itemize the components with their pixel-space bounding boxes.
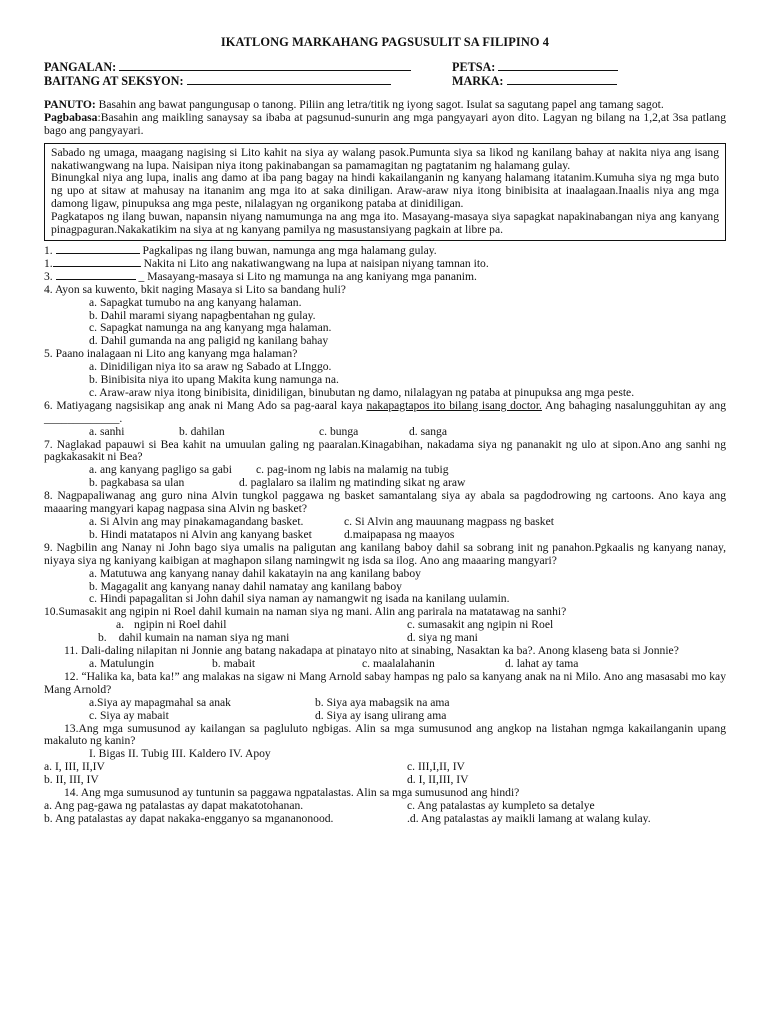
question-stem: 11. Dali-daling nilapitan ni Jonnie ang batang nakadapa at pinatayo nito at sinabing, Nasaktan ka ba?. Anong klaseng bata si Jonnie? [64,644,679,658]
score-label: MARKA: [452,73,504,88]
choice-row [44,813,726,826]
choice: a. Dinidiligan niya ito sa araw ng Sabado at LInggo. [89,360,332,374]
seq-tail: _ [138,269,145,283]
choice: b. Hindi matatapos ni Alvin ang kanyang basket [89,527,312,541]
choice: d. Dahil gumanda na ang paligid ng kanilang bahay [89,334,329,348]
page-title: IKATLONG MARKAHANG PAGSUSULIT SA FILIPINO 4 [220,35,550,49]
choice: a. Ang pag-gawa ng patalastas ay dapat makatotohanan. [44,798,304,812]
choice: b. Siya aya mabagsik na ama [315,695,450,709]
choice-row [44,697,726,710]
choice: a.Siya ay mapagmahal sa anak [89,695,231,709]
answer-blank [56,253,140,254]
panuto-label: PANUTO: [44,97,96,111]
choice: a. Matulungin [89,656,155,670]
choice: b. pagkabasa sa ulan [89,476,185,490]
grade-blank [187,74,391,85]
answer-blank [56,279,136,280]
choice: a. Matutuwa ang kanyang nanay dahil kakatayin na ang kanilang baboy [89,566,421,580]
name-label: PANGALAN: [44,59,117,74]
choice: a. ang kanyang pagligo sa gabi [89,463,232,477]
story-paragraph: Binungkal niya ang lupa, inalis ang damo at iba pang bagay na hindi kakailanganin ng kanyang halamang itatanim.Kumuha siya ng mga buto ng upo at sitaw at mahusay na itananim ang mga ito at saka diniligan. Araw-araw niya itong binibisita at inaalagaan.Inaalis niya ang mga damong ligaw, pinupuksa ang mga peste, nilalagyan ng organikong pataba at dinidiligan. [51,171,719,211]
choice: d. paglalaro sa ilalim ng matinding sikat ng araw [239,476,466,490]
choice-row [44,658,726,671]
question-stem: 14. Ang mga sumusunod ay tuntunin sa paggawa ngpatalastas. Alin sa mga sumusunod ang hindi? [64,786,520,800]
choice: b. dahilan [179,424,225,438]
pagbabasa [44,112,726,138]
seq-text: Nakita ni Lito ang nakatiwangwang na lupa at naisipan niyang tamnan ito. [143,256,489,270]
question-stem: 5. Paano inalagaan ni Lito ang kanyang mga halaman? [44,347,298,361]
seq-text: Masayang-masaya si Lito ng mamunga na ang kaniyang mga pananim. [147,269,477,283]
question-stem: 13.Ang mga sumusunod ay kailangan sa pagluluto ngbigas. Alin sa mga sumusunod ang angkop na listahan ngmga kakailanganin upang makaluto ng kanin? [44,721,726,748]
choice: b. dahil kumain na naman siya ng mani [98,631,290,645]
seq-number: 1. [44,243,53,257]
choice: b. II, III, IV [44,773,99,787]
choice: c. sumasakit ang ngipin ni Roel [407,618,554,632]
quiz-page [44,36,726,826]
choice: c. Hindi papagalitan si John dahil siya naman ay namangwit ng isada na kanilang uulamin. [89,592,510,606]
q13-item-list: I. Bigas II. Tubig III. Kaldero IV. Apoy [89,747,271,761]
choice: b. Binibisita niya ito upang Makita kung namunga na. [89,373,339,387]
panuto-text: Basahin ang bawat pangungusap o tanong. Piliin ang letra/titik ng iyong sagot. Isulat sa sagutang papel ang tamang sagot. [98,97,664,111]
date-blank [498,60,618,71]
choice-row [44,761,726,774]
header-row-1 [44,60,726,74]
question-stem: 12. “Halika ka, bata ka!” ang malakas na sigaw ni Mang Arnold sabay hampas ng palo sa kanyang anak na ni Milo. Ano ang masasabi mo kay Mang Arnold? [44,669,726,696]
choice: c. bunga [319,424,359,438]
seq-number: 1. [44,256,53,270]
question-stem [44,400,726,426]
choice: a. ngipin ni Roel dahil [116,618,227,632]
seq-number: 3. [44,269,53,283]
choice: a. sanhi [89,424,125,438]
choice: d.maipapasa ng maayos [344,527,455,541]
choice: a. I, III, II,IV [44,760,105,774]
choice: c. Sapagkat namunga na ang kanyang mga halaman. [89,321,332,335]
question-stem: 9. Nagbilin ang Nanay ni John bago siya umalis na paligutan ang kanilang baboy dahil sa sobrang init ng panahon.Pgkaalis ng kanyang nanay, niyaya siya ng kaniyang kaibigan at maghapon silang namingwit ng isda sa ilog. Ano ang maaaring mangyari? [44,540,726,567]
choice: d. I, II,III, IV [407,773,469,787]
choice: c. maalalahanin [362,656,435,670]
choice-row [44,710,726,723]
question-stem: 7. Naglakad papauwi si Bea kahit na umuulan galing ng paaralan.Kinagabihan, nakadama siya ng pananakit ng ulo at sipon.Ano ang sanhi ng pagkakasakit ni Bea? [44,437,726,464]
choice-row [44,800,726,813]
choice: c. Ang patalastas ay kumpleto sa detalye [407,798,595,812]
choice: c. pag-inom ng labis na malamig na tubig [256,463,449,477]
choice: b. Ang patalastas ay dapat nakaka-engganyo sa mgananonood. [44,811,334,825]
story-box [44,143,726,241]
seq-text: Pagkalipas ng ilang buwan, namunga ang mga halamang gulay. [142,243,437,257]
header-row-2 [44,74,726,88]
choice-row [44,529,726,542]
choice: b. Dahil marami siyang napagbentahan ng gulay. [89,308,316,322]
choice: d. siya ng mani [407,631,478,645]
choice-row [44,426,726,439]
grade-label: BAITANG AT SEKSYON: [44,73,184,88]
pagbabasa-text: :Basahin ang maikling sanaysay sa ibaba at pagsunud-sunurin ang mga pangyayari ayon dito. Lagyan ng bilang na 1,2,at 3sa patlang bago ang pangyayari. [44,110,726,137]
seq-item [44,271,726,284]
q6-stem-post: Ang bahaging nasalungguhitan ay ang _____________. [44,398,726,425]
story-paragraph: Sabado ng umaga, maagang nagising si Lito kahit na siya ay walang pasok.Pumunta siya sa likod ng kanilang bahay at nakita niya ang isang nakatiwangwang na lupa. Naisipan niya itong pakinabangan sa pamamagitan ng pagtatanim ng halamang gulay. [51,145,719,172]
choice-row [44,516,726,529]
question-stem: 8. Nagpapaliwanag ang guro nina Alvin tungkol paggawa ng basket samantalang siya ay abala sa pagdodrowing ng cartoons. Ano kaya ang maaaring mangyari kapag nagpasa sina Alvin ng basket? [44,489,726,516]
choice: a. Sapagkat tumubo na ang kanyang halaman. [89,295,302,309]
name-blank [119,60,411,71]
choice: d. sanga [409,424,447,438]
choice: a. Si Alvin ang may pinakamagandang basket. [89,515,304,528]
choice: d. Siya ay isang ulirang ama [315,708,447,722]
date-label: PETSA: [452,59,496,74]
choice: b. mabait [212,656,256,670]
choice: d. lahat ay tama [505,656,579,670]
question-stem: 10.Sumasakit ang ngipin ni Roel dahil kumain na naman siya ng mani. Alin ang parirala na matatawag na sanhi? [44,605,567,619]
answer-blank [53,266,141,267]
choice: .d. Ang patalastas ay maikli lamang at walang kulay. [407,811,651,825]
choice: b. Magagalit ang kanyang nanay dahil namatay ang kanilang baboy [89,579,402,593]
q6-stem-pre: 6. Matiyagang nagsisikap ang anak ni Mang Ado sa pag-aaral kaya [44,398,367,412]
pagbabasa-label: Pagbabasa [44,110,98,124]
q6-underlined-phrase: nakapagtapos ito bilang isang doctor. [366,398,542,412]
story-paragraph: Pagkatapos ng ilang buwan, napansin niyang namumunga na ang mga ito. Masayang-masaya siya sapagkat napakinabangan niya ang kanyang pinagpaguran.Nakakatikim na siya at ng kanyang pamilya ng masustansiyang pagkain at libre pa. [51,210,719,237]
choice: c. Si Alvin ang mauunang magpass ng basket [344,515,554,528]
score-blank [507,74,617,85]
choice: c. Siya ay mabait [89,708,169,722]
choice: c. Araw-araw niya itong binibisita, dinidiligan, binubutan ng damo, nilalagyan ng pataba at pinupuksa ang mga peste. [89,385,635,399]
choice: c. III,I,II, IV [407,760,465,774]
question-stem: 4. Ayon sa kuwento, bkit naging Masaya si Lito sa bandang huli? [44,282,346,296]
